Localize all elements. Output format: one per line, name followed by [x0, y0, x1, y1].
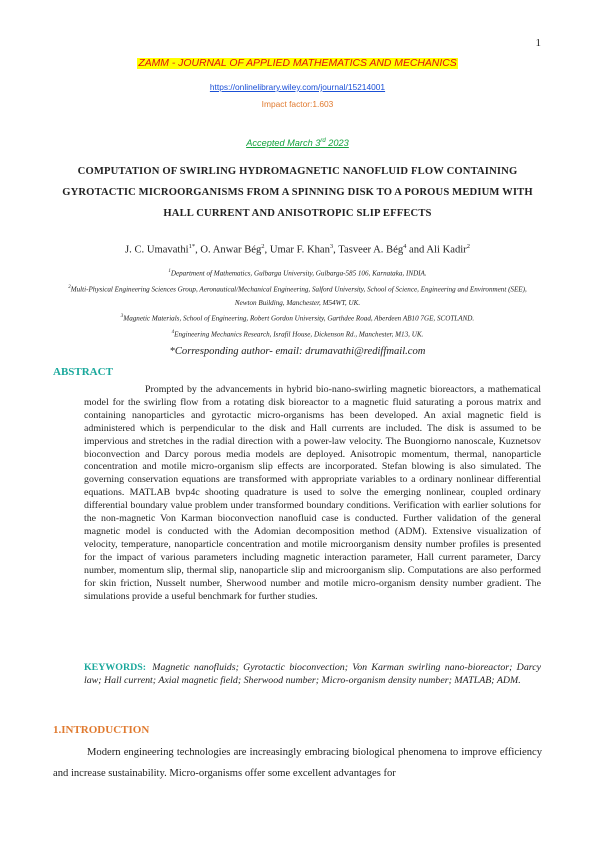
affiliation-mark: 1	[168, 269, 171, 274]
affiliation	[60, 281, 535, 310]
journal-name	[0, 53, 595, 71]
author-affiliation-mark: 1*	[188, 243, 196, 250]
affiliation-mark: 3	[120, 313, 124, 319]
affiliation-text: Magnetic Materials, School of Engineering, Robert Gordon University, Garthdee Road, Aberdeen AB10 7GE, SCOTLAND.	[123, 314, 475, 323]
abstract-heading: ABSTRACT	[53, 366, 113, 378]
author-affiliation-mark: 2	[466, 243, 470, 250]
author-affiliation-mark: 2	[261, 243, 265, 250]
affiliation-text: Department of Mathematics, Gulbarga University, Gulbarga-585 106, Karnataka, INDIA.	[170, 269, 427, 278]
author-affiliation-mark: 4	[403, 243, 407, 250]
affiliation-mark: 2	[68, 284, 71, 290]
abstract-body: Prompted by the advancements in hybrid bio-nano-swirling magnetic bioreactors, a mathematical model for the swirling flow from a rotating disk bioreactor to a magnetic fluid saturating a porous matrix and containing nanoparticles and gyrotactic micro-organisms has been developed. An axial magnetic field is administered which is perpendicular to the disk and Hall currents are included. The disk is assumed to be impervious and stretches in the radial direction with a power-law velocity. The Buongiorno nanoscale, Kuznetsov bioconvection and Darcy porous media models are deployed. Anisotropic momentum, thermal, nanoparticle concentration and motile micro-organism slip effects are incorporated. Stefan blowing is also simulated. The governing conservation equations are transformed with appropriate variables to a ordinary nonlinear differential equations. MATLAB bvp4c shooting quadrature is used to solve the emerging nonlinear, coupled ordinary differential boundary value problem under transformed boundary conditions. Verification with earlier solutions for the non-magnetic Von Karman bioconvection nanofluid case is conducted. Further validation of the general magnetic model is conducted with the Adomian decomposition method (ADM). Extensive visualization of velocity, temperature, nanoparticle concentration and motile microorganism density number profiles is presented for the impact of various parameters including magnetic interaction parameter, Hall current parameter, Darcy number, momentum slip, thermal slip, nanoparticle slip and microorganism slip. Computations are also performed for skin friction, Nusselt number, Sherwood number and motile micro-organism density number gradient. The simulations provide a useful benchmark for further studies.	[84, 384, 541, 602]
affiliation	[60, 310, 535, 326]
affiliation-text: Multi-Physical Engineering Sciences Group, Aeronautical/Mechanical Engineering, Salford University, School of Science, Engineering and Environment (SEE), Newton Building, Manchester, M54WT, UK.	[70, 285, 527, 307]
accepted-date	[0, 138, 595, 148]
author-name: Tasveer A. Bég	[338, 244, 404, 256]
author-affiliation-mark: 3	[329, 243, 334, 250]
page-number: 1	[535, 37, 541, 49]
author-name: Ali Kadir	[426, 244, 467, 256]
affiliation	[60, 326, 535, 342]
journal-url	[0, 82, 595, 92]
journal-url-link[interactable]: https://onlinelibrary.wiley.com/journal/15214001	[209, 82, 386, 92]
author-list: J. C. Umavathi$^{1*}$, O. Anwar Bég$^2$, Umar F. Khan$^3$, Tasveer A. Bég$^4$ and Ali Kadir$^2$	[125, 243, 470, 256]
authors-and: and	[406, 244, 427, 256]
accepted-date-text: Accepted March 3rd 2023	[246, 138, 349, 149]
affiliation-text: Engineering Mechanics Research, Israfil House, Dickenson Rd., Manchester, M13, UK.	[174, 330, 424, 339]
affiliation-mark: 4	[171, 329, 175, 335]
author-name: J. C. Umavathi	[125, 244, 189, 256]
introduction-body: Modern engineering technologies are increasingly embracing biological phenomena to improve efficiency and increase sustainability. Micro-organisms offer some excellent advantages for	[53, 747, 542, 779]
keywords-text: Magnetic nanofluids; Gyrotactic bioconvection; Von Karman swirling nano-bioreactor; Darcy law; Hall current; Axial magnetic field; Sherwood number; Micro-organism density number; MATLAB; ADM.	[84, 662, 541, 687]
keywords	[84, 661, 541, 688]
impact-factor: Impact factor:1.603	[261, 99, 334, 109]
journal-name-text: ZAMM - JOURNAL OF APPLIED MATHEMATICS AND MECHANICS	[138, 58, 457, 69]
affiliation-list	[60, 265, 535, 341]
author-name: Umar F. Khan	[269, 244, 330, 256]
paper-title: COMPUTATION OF SWIRLING HYDROMAGNETIC NANOFLUID FLOW CONTAINING GYROTACTIC MICROORGANISMS FROM A SPINNING DISK TO A POROUS MEDIUM WITH HALL CURRENT AND ANISOTROPIC SLIP EFFECTS	[62, 166, 533, 219]
corresponding-author: *Corresponding author- email: drumavathi@rediffmail.com	[169, 346, 426, 357]
author-name: O. Anwar Bég	[200, 244, 262, 256]
keywords-label: KEYWORDS:	[84, 662, 146, 673]
introduction-heading: 1.INTRODUCTION	[53, 724, 150, 736]
affiliation	[60, 265, 535, 281]
